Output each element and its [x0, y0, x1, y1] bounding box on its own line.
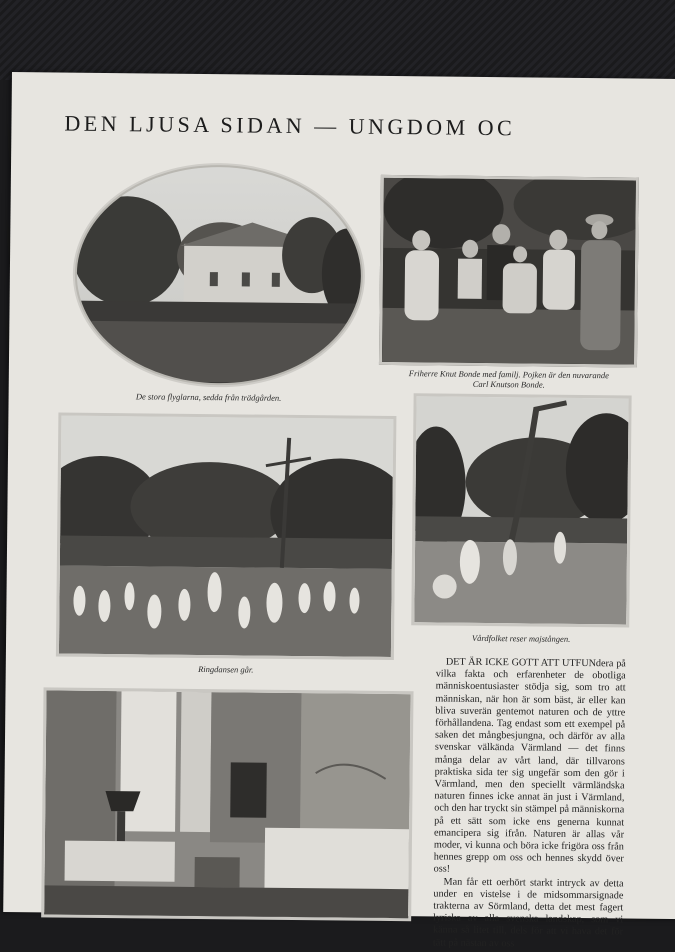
- photo-bedroom-interior: [41, 687, 413, 921]
- caption-bonde-family: [369, 368, 649, 391]
- article-text: [433, 656, 626, 951]
- article-paragraph: Man får ett oerhört starkt intryck av detta under en vistelse i de midsommarsignade trakterna av Sörmland, detta det mest fagert lyriska av alla svenska landskap, som vi känna så litet till, dels för att vi hava det för tätt på nästan av oss: [432, 876, 624, 949]
- caption-ring-dance: Ringdansen går.: [198, 663, 254, 675]
- page-title: DEN LJUSA SIDAN — UNGDOM OC: [64, 110, 516, 141]
- caption-line: Friherre Knut Bonde med familj. Pojken är den nuvarande: [408, 368, 609, 381]
- caption-maypole: Vårdfolket reser majstången.: [471, 632, 571, 644]
- photo-manor-gardens: [71, 161, 367, 390]
- caption-manor-gardens: De stora flyglarna, sedda från trädgården.: [135, 391, 282, 403]
- magazine-page: [3, 72, 675, 949]
- background-fabric: [0, 0, 675, 80]
- photo-ring-dance: [56, 413, 397, 661]
- photo-bonde-family: [379, 175, 639, 368]
- caption-line: Carl Knutson Bonde.: [472, 378, 545, 390]
- article-paragraph: DET ÄR ICKE GOTT ATT UTFUNdera på vilka fakta och erfarenheter de obotliga människoentusiaster stödja sig, som tro att människan, när hon är som bäst, är eller kan bliva suverän gentemot naturen och de yttre förhållandena. Tag endast som ett exempel på saken det mångbesjungna, och därför av alla svenskar välkända Värmland — det finns många delar av vårt land, där tillvarons praktiska sida ter sig ungefär som den gör i Värmland, men den speciellt värmländska naturen finnes icke annat än just i Värmland, och den har tryckt sin stämpel på människorna på ett sätt som icke ens generna kunnat emancipera sig ifrån. Naturen är allas vår moder, vi kunna och böra icke frigöra oss från hennes grepp om oss och hennes skydd över oss!: [433, 656, 626, 876]
- photo-maypole: [411, 393, 631, 627]
